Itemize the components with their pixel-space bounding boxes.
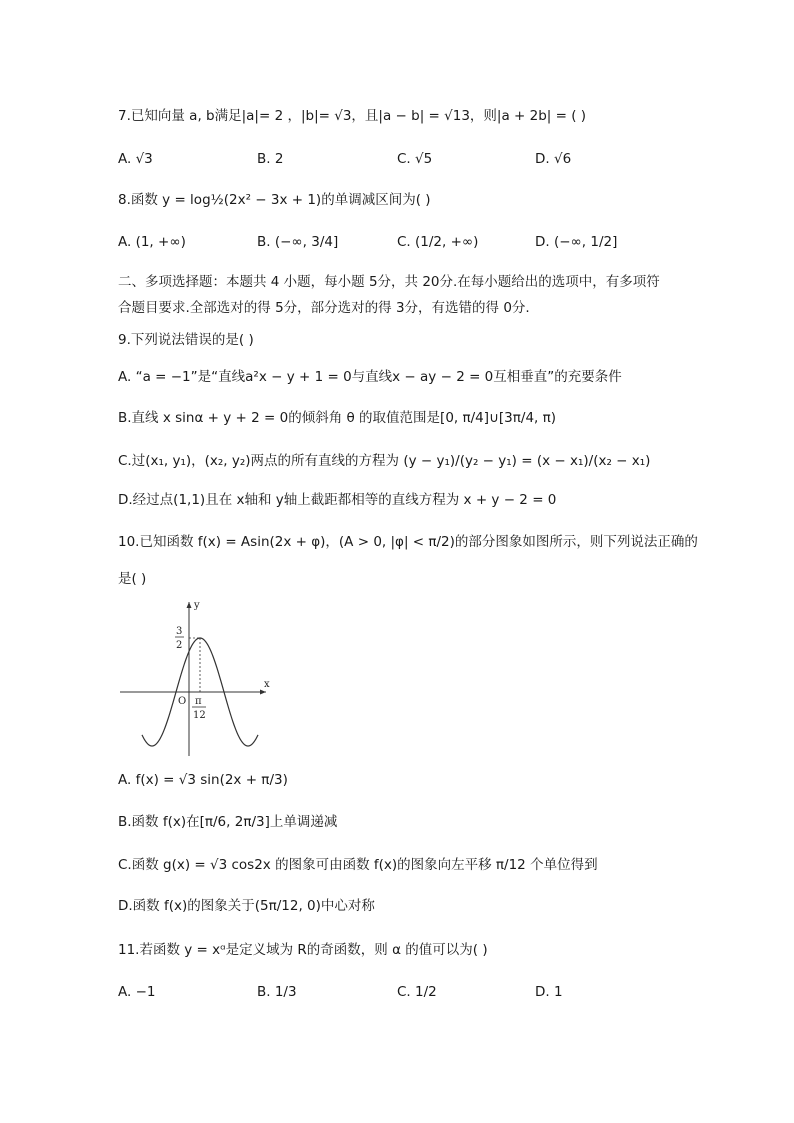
q8-stem: 8.函数 y = log½(2x² − 3x + 1)的单调减区间为( ) bbox=[118, 192, 431, 208]
q10-option-a: A. f(x) = √3 sin(2x + π/3) bbox=[118, 772, 288, 788]
q9-option-b: B.直线 x sinα + y + 2 = 0的倾斜角 θ 的取值范围是[0, π/4]∪[3π/4, π) bbox=[118, 410, 557, 426]
q11-option-b: B. 1/3 bbox=[257, 984, 297, 1000]
q11-option-c: C. 1/2 bbox=[397, 984, 437, 1000]
q8-option-d: D. (−∞, 1/2] bbox=[535, 234, 618, 250]
x-tick-numerator: π bbox=[195, 696, 202, 707]
y-axis-label: y bbox=[194, 600, 200, 611]
q10-option-b: B.函数 f(x)在[π/6, 2π/3]上单调递减 bbox=[118, 814, 338, 830]
q9-option-a: A. “a = −1”是“直线a²x − y + 1 = 0与直线x − ay − 2 = 0互相垂直”的充要条件 bbox=[118, 369, 622, 385]
q11-option-d: D. 1 bbox=[535, 984, 563, 1000]
q10-stem-line1: 10.已知函数 f(x) = Asin(2x + φ)，(A > 0, |φ| < π/2)的部分图象如图所示，则下列说法正确的 bbox=[118, 534, 698, 550]
q8-option-c: C. (1/2, +∞) bbox=[397, 234, 479, 250]
x-axis-label: x bbox=[264, 679, 270, 690]
q10-option-d: D.函数 f(x)的图象关于(5π/12, 0)中心对称 bbox=[118, 898, 375, 914]
section-heading-line1: 二、多项选择题：本题共 4 小题，每小题 5分，共 20分.在每小题给出的选项中，有多项符 bbox=[118, 274, 660, 290]
q11-option-a: A. −1 bbox=[118, 984, 156, 1000]
origin-label: O bbox=[178, 696, 187, 707]
y-tick-numerator: 3 bbox=[176, 626, 183, 637]
q7-stem: 7.已知向量 a, b满足|a|= 2 ，|b|= √3，且|a − b| = √13，则|a + 2b| = ( ) bbox=[118, 108, 587, 124]
x-tick-denominator: 12 bbox=[193, 710, 206, 721]
q9-stem: 9.下列说法错误的是( ) bbox=[118, 332, 254, 348]
q10-function-graph bbox=[118, 598, 268, 758]
q9-option-d: D.经过点(1,1)且在 x轴和 y轴上截距都相等的直线方程为 x + y − 2 = 0 bbox=[118, 492, 557, 508]
y-tick-denominator: 2 bbox=[176, 640, 183, 651]
q10-option-c: C.函数 g(x) = √3 cos2x 的图象可由函数 f(x)的图象向左平移 π/12 个单位得到 bbox=[118, 857, 598, 873]
q8-option-a: A. (1, +∞) bbox=[118, 234, 186, 250]
q10-stem-line2: 是( ) bbox=[118, 571, 147, 587]
q8-option-b: B. (−∞, 3/4] bbox=[257, 234, 339, 250]
q9-option-c: C.过(x₁, y₁)，(x₂, y₂)两点的所有直线的方程为 (y − y₁)/(y₂ − y₁) = (x − x₁)/(x₂ − x₁) bbox=[118, 453, 651, 469]
q11-stem: 11.若函数 y = xᵅ是定义域为 R的奇函数，则 α 的值可以为( ) bbox=[118, 942, 488, 958]
q7-option-c: C. √5 bbox=[397, 151, 433, 167]
section-heading-line2: 合题目要求.全部选对的得 5分，部分选对的得 3分，有选错的得 0分. bbox=[118, 300, 530, 316]
q7-option-a: A. √3 bbox=[118, 151, 153, 167]
q7-option-d: D. √6 bbox=[535, 151, 572, 167]
q7-option-b: B. 2 bbox=[257, 151, 284, 167]
